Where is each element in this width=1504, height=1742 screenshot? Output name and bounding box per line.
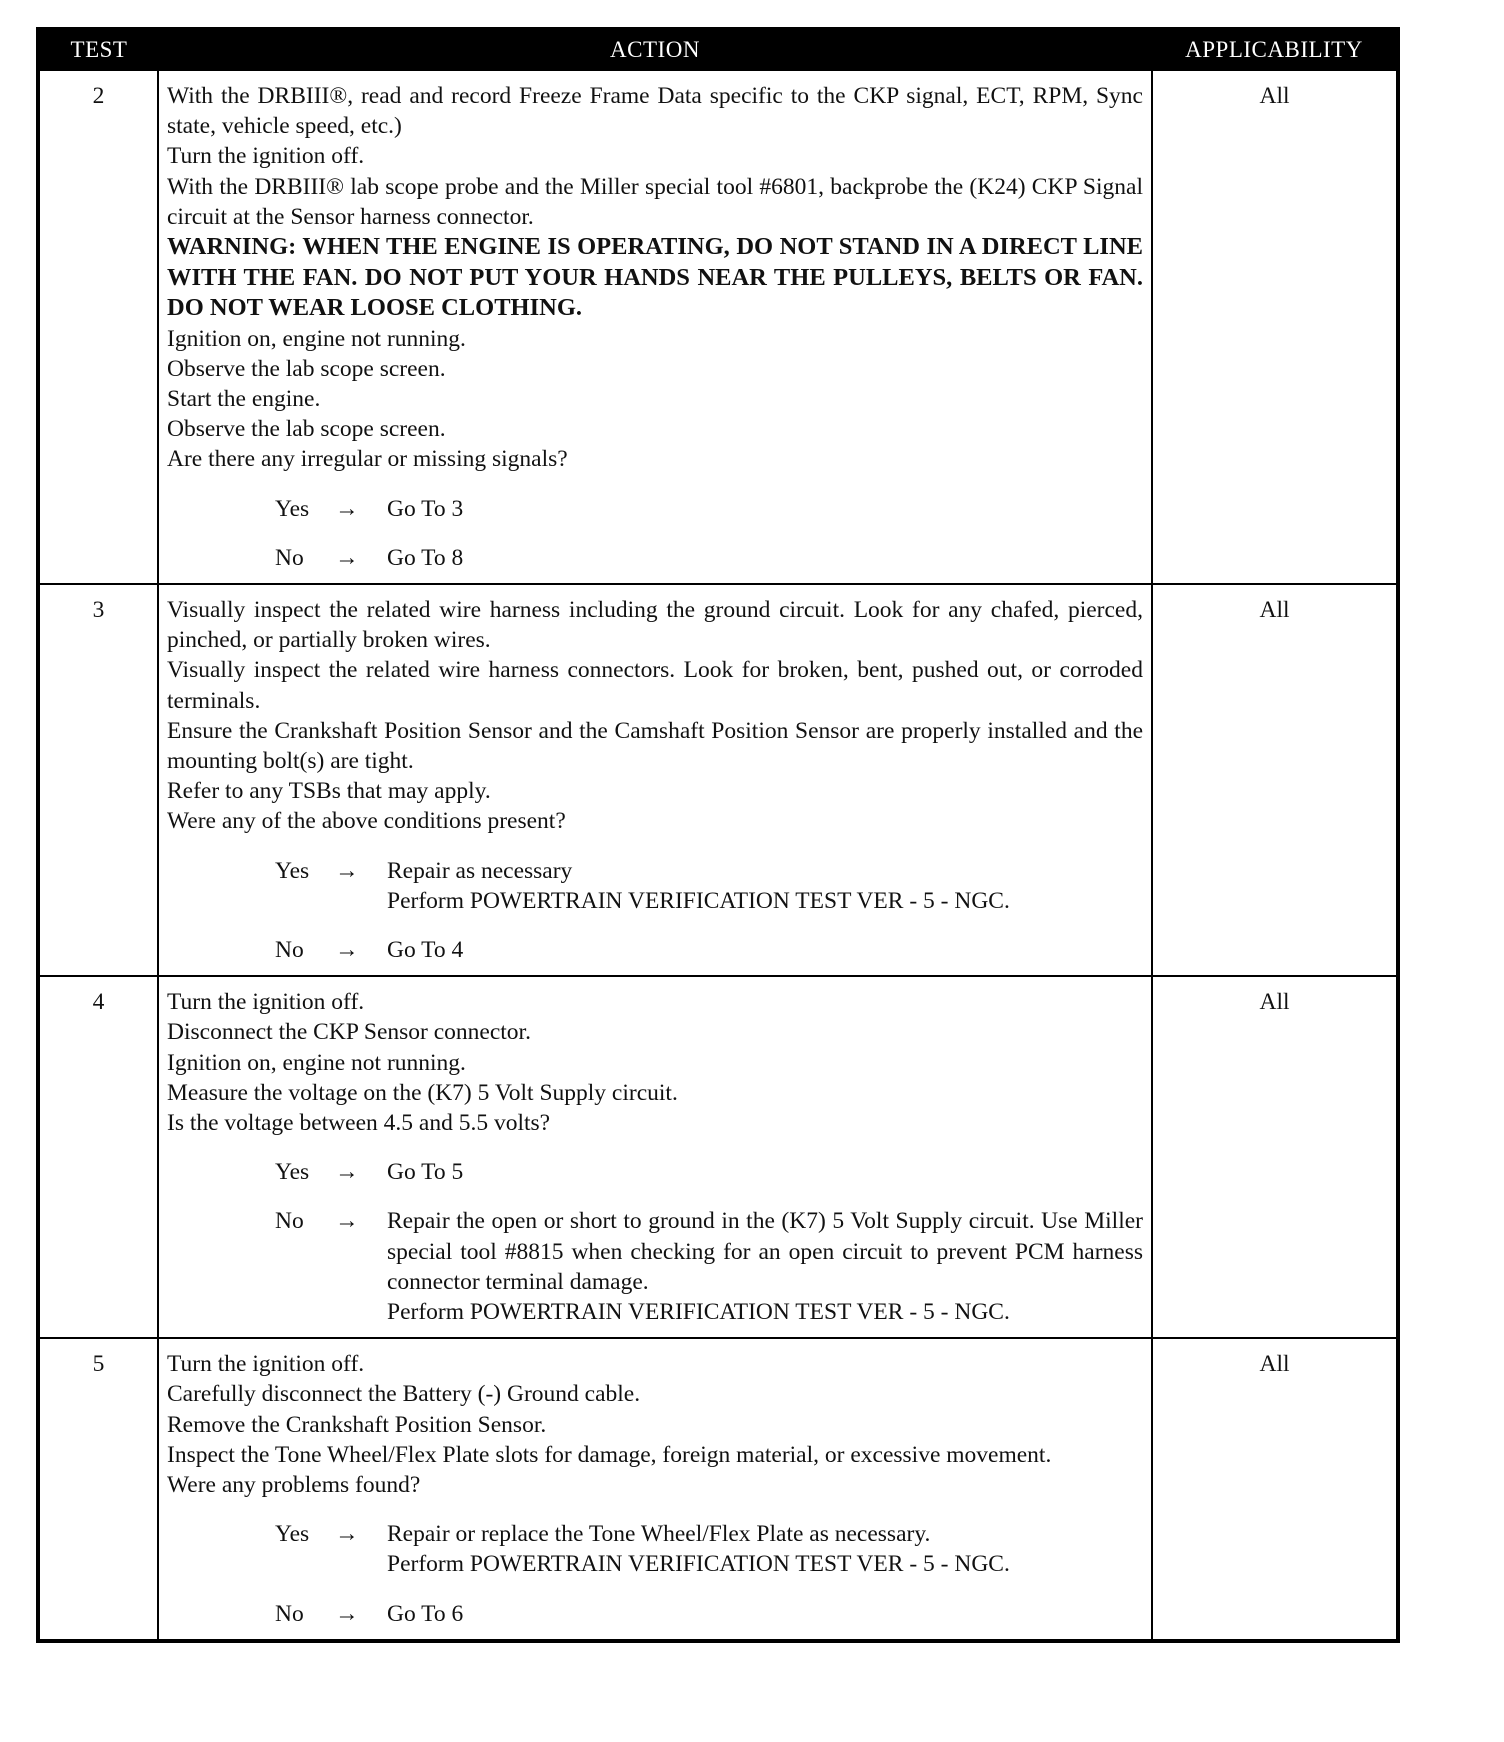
diagnostic-test-table (36, 27, 1400, 1643)
action-step: Turn the ignition off. (167, 143, 365, 170)
outcome-text: Go To 3 (387, 495, 464, 522)
table-row (38, 70, 1398, 584)
right-arrow-icon: → (335, 1521, 359, 1548)
outcome-text: Go To 8 (387, 544, 464, 571)
no-branch (275, 1206, 1143, 1327)
outcome-text: Go To 5 (387, 1159, 464, 1186)
no-outcome (387, 543, 1143, 573)
action-step: Measure the voltage on the (K7) 5 Volt Supply circuit. (167, 1079, 678, 1106)
outcome-text: Go To 4 (387, 936, 464, 963)
no-label: No (275, 1208, 304, 1235)
action-step: Refer to any TSBs that may apply. (167, 778, 491, 805)
table-header (38, 29, 1398, 70)
action-step: Observe the lab scope screen. (167, 416, 446, 443)
no-branch (275, 935, 1143, 965)
outcome-text: Repair the open or short to ground in the (K7) 5 Volt Supply circuit. Use Miller special tool #8815 when checking for an open circuit to prevent PCM harness connector terminal damage. (387, 1208, 1143, 1295)
outcome-text: Perform POWERTRAIN VERIFICATION TEST VER - 5 - NGC. (387, 887, 1010, 914)
right-arrow-icon: → (335, 495, 359, 522)
right-arrow-icon: → (335, 936, 359, 963)
action-cell (158, 584, 1152, 976)
no-label: No (275, 936, 304, 963)
no-outcome (387, 1599, 1143, 1629)
yes-outcome (387, 1157, 1143, 1187)
yes-outcome (387, 1519, 1143, 1579)
action-step: Ignition on, engine not running. (167, 325, 466, 352)
action-step: Start the engine. (167, 385, 321, 412)
test-number: 2 (38, 70, 158, 584)
action-step: Visually inspect the related wire harness connectors. Look for broken, bent, pushed out, or corroded terminals. (167, 657, 1143, 714)
applicability-value: All (1152, 1338, 1398, 1641)
header-action: ACTION (158, 29, 1152, 70)
action-step: Turn the ignition off. (167, 989, 365, 1016)
action-step: Were any problems found? (167, 1472, 421, 1499)
action-step: Disconnect the CKP Sensor connector. (167, 1019, 531, 1046)
applicability-value: All (1152, 70, 1398, 584)
no-outcome (387, 1206, 1143, 1327)
yes-label: Yes (275, 1521, 310, 1548)
action-step: With the DRBIII®, read and record Freeze Frame Data specific to the CKP signal, ECT, RPM, Sync state, vehicle speed, etc.) (167, 83, 1143, 140)
right-arrow-icon: → (335, 857, 359, 884)
action-cell (158, 1338, 1152, 1641)
applicability-value: All (1152, 584, 1398, 976)
yes-branch (275, 1519, 1143, 1579)
test-number: 4 (38, 976, 158, 1338)
action-cell (158, 976, 1152, 1338)
action-step: Turn the ignition off. (167, 1351, 365, 1378)
test-number: 5 (38, 1338, 158, 1641)
outcome-text: Go To 6 (387, 1600, 464, 1627)
yes-label: Yes (275, 1159, 310, 1186)
action-step: Remove the Crankshaft Position Sensor. (167, 1411, 547, 1438)
action-cell (158, 70, 1152, 584)
yes-outcome (387, 494, 1143, 524)
yes-branch (275, 856, 1143, 916)
action-step: Is the voltage between 4.5 and 5.5 volts? (167, 1109, 551, 1136)
outcome-text: Perform POWERTRAIN VERIFICATION TEST VER - 5 - NGC. (387, 1551, 1010, 1578)
yes-label: Yes (275, 495, 310, 522)
table-body (38, 70, 1398, 1641)
action-step: Are there any irregular or missing signals? (167, 446, 568, 473)
yes-outcome (387, 856, 1143, 916)
no-outcome (387, 935, 1143, 965)
table-row (38, 976, 1398, 1338)
right-arrow-icon: → (335, 1159, 359, 1186)
yes-branch (275, 1157, 1143, 1187)
right-arrow-icon: → (335, 1600, 359, 1627)
outcome-text: Repair or replace the Tone Wheel/Flex Plate as necessary. (387, 1521, 931, 1548)
table-row (38, 584, 1398, 976)
warning-text: WARNING: WHEN THE ENGINE IS OPERATING, DO NOT STAND IN A DIRECT LINE WITH THE FAN. DO NOT PUT YOUR HANDS NEAR THE PULLEYS, BELTS OR FAN. DO NOT WEAR LOOSE CLOTHING. (167, 233, 1143, 322)
no-label: No (275, 1600, 304, 1627)
right-arrow-icon: → (335, 1208, 359, 1235)
action-step: Observe the lab scope screen. (167, 355, 446, 382)
yes-branch (275, 494, 1143, 524)
no-label: No (275, 544, 304, 571)
no-branch (275, 1599, 1143, 1629)
action-step: Ignition on, engine not running. (167, 1049, 466, 1076)
action-step: Were any of the above conditions present? (167, 808, 566, 835)
outcome-text: Perform POWERTRAIN VERIFICATION TEST VER - 5 - NGC. (387, 1299, 1010, 1325)
action-step: Visually inspect the related wire harness including the ground circuit. Look for any chafed, pierced, pinched, or partially broken wires. (167, 596, 1143, 654)
applicability-value: All (1152, 976, 1398, 1338)
action-step: Inspect the Tone Wheel/Flex Plate slots for damage, foreign material, or excessive movement. (167, 1441, 1052, 1468)
action-step: Carefully disconnect the Battery (-) Ground cable. (167, 1381, 641, 1408)
table-row (38, 1338, 1398, 1641)
header-applicability: APPLICABILITY (1152, 29, 1398, 70)
action-step: Ensure the Crankshaft Position Sensor and the Camshaft Position Sensor are properly installed and the mounting bolt(s) are tight. (167, 717, 1143, 774)
yes-label: Yes (275, 857, 310, 884)
outcome-text: Repair as necessary (387, 857, 573, 884)
header-test: TEST (38, 29, 158, 70)
test-number: 3 (38, 584, 158, 976)
no-branch (275, 543, 1143, 573)
right-arrow-icon: → (335, 544, 359, 571)
action-step: With the DRBIII® lab scope probe and the Miller special tool #6801, backprobe the (K24) CKP Signal circuit at the Sensor harness connector. (167, 173, 1143, 230)
